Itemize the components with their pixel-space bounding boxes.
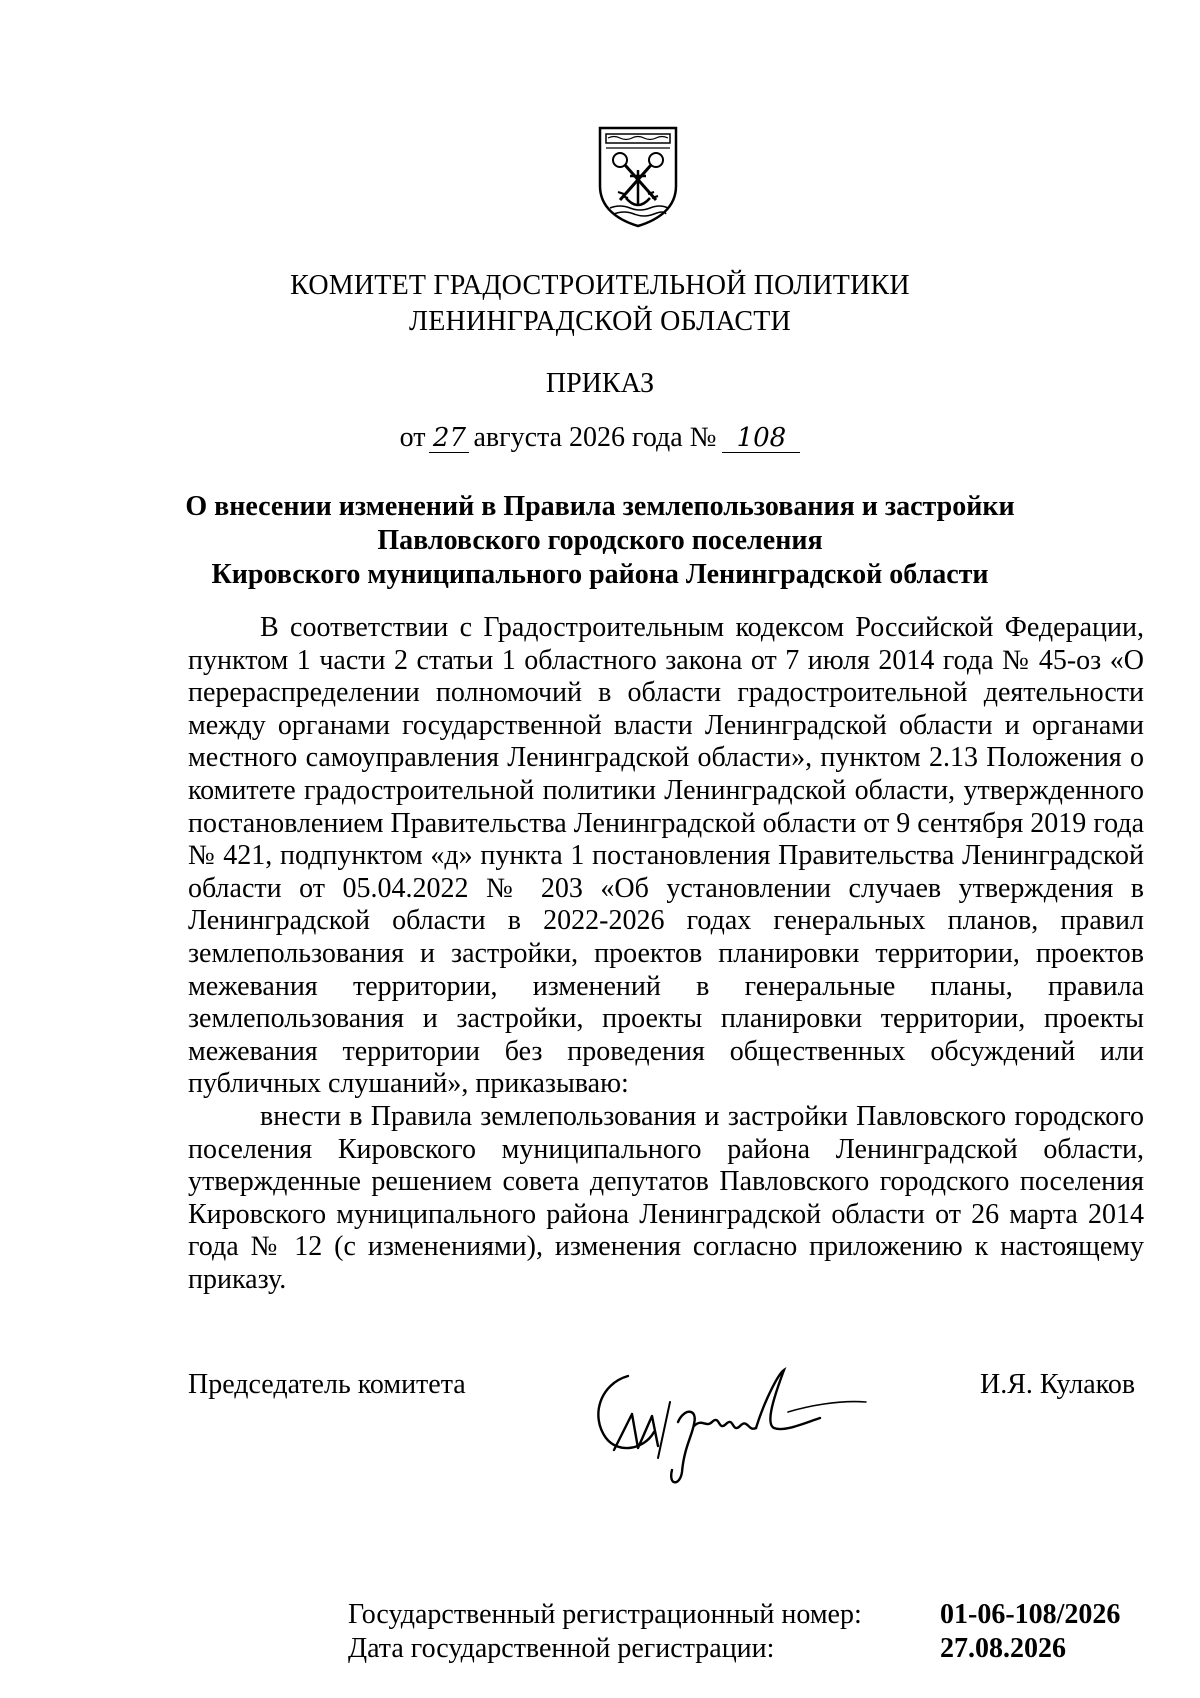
coat-of-arms-icon [596,124,680,230]
signatory-position: Председатель комитета [188,1369,466,1400]
signatory-name: И.Я. Кулаков [980,1369,1136,1400]
handwritten-order-number: 108 [722,424,800,453]
document-title: ПРИКАЗ [545,368,655,399]
registration-number-value: 01-06-108/2026 [940,1599,1121,1630]
body-paragraph-legal-basis: В соответствии с Градостроительным кодексом Российской Федерации, пунктом 1 части 2 статьи 1 областного закона от 7 июля 2014 года № 45-оз «О перераспределении полномочий в области градостроительной деятельности между органами государственной власти Ленинградской области и органами местного самоуправления Ленинградской области», пунктом 2.13 Положения о комитете градостроительной политики Ленинградской области, утвержденного постановлением Правительства Ленинградской области от 9 сентября 2019 года № 421, подпунктом «д» пункта 1 постановления Правительства Ленинградской области от 05.04.2022 № 203 «Об установлении случаев утверждения в Ленинградской области в 2022-2026 годах генеральных планов, правил землепользования и застройки, проектов планировки территории, проектов межевания территории, изменений в генеральные планы, правила землепользования и застройки, проекты планировки территории, проекты межевания территории без проведения общественных обсуждений или публичных слушаний», приказываю: [188,612,1144,1100]
subject-line3: Кировского муниципального района Ленинградской области [211,559,989,590]
committee-name-line2: ЛЕНИНГРАДСКОЙ ОБЛАСТИ [409,306,791,337]
registration-date-value: 27.08.2026 [940,1633,1066,1664]
registration-labels [348,1598,862,1666]
body-paragraph-resolution: внести в Правила землепользования и застройки Павловского городского поселения Кировского муниципального района Ленинградской области, утвержденные решением совета депутатов Павловского городского поселения Кировского муниципального района Ленинградской области от 26 марта 2014 года № 12 (с изменениями), изменения согласно приложению к настоящему приказу. [188,1100,1144,1295]
committee-name-line1: КОМИТЕТ ГРАДОСТРОИТЕЛЬНОЙ ПОЛИТИКИ [290,270,910,301]
order-body [188,612,1144,1296]
date-prefix: от [399,422,426,453]
committee-name [0,268,1200,340]
date-rest: августа 2026 года № [473,422,717,453]
registration-values [940,1598,1120,1666]
order-subject [0,490,1200,592]
registration-number-label: Государственный регистрационный номер: [348,1599,862,1630]
handwritten-signature [588,1362,888,1490]
subject-line1: О внесении изменений в Правила землепользования и застройки [185,491,1015,522]
registration-date-label: Дата государственной регистрации: [348,1633,775,1664]
handwritten-day: 27 [429,424,469,453]
subject-line2: Павловского городского поселения [377,525,823,556]
order-date-line [0,420,1200,456]
